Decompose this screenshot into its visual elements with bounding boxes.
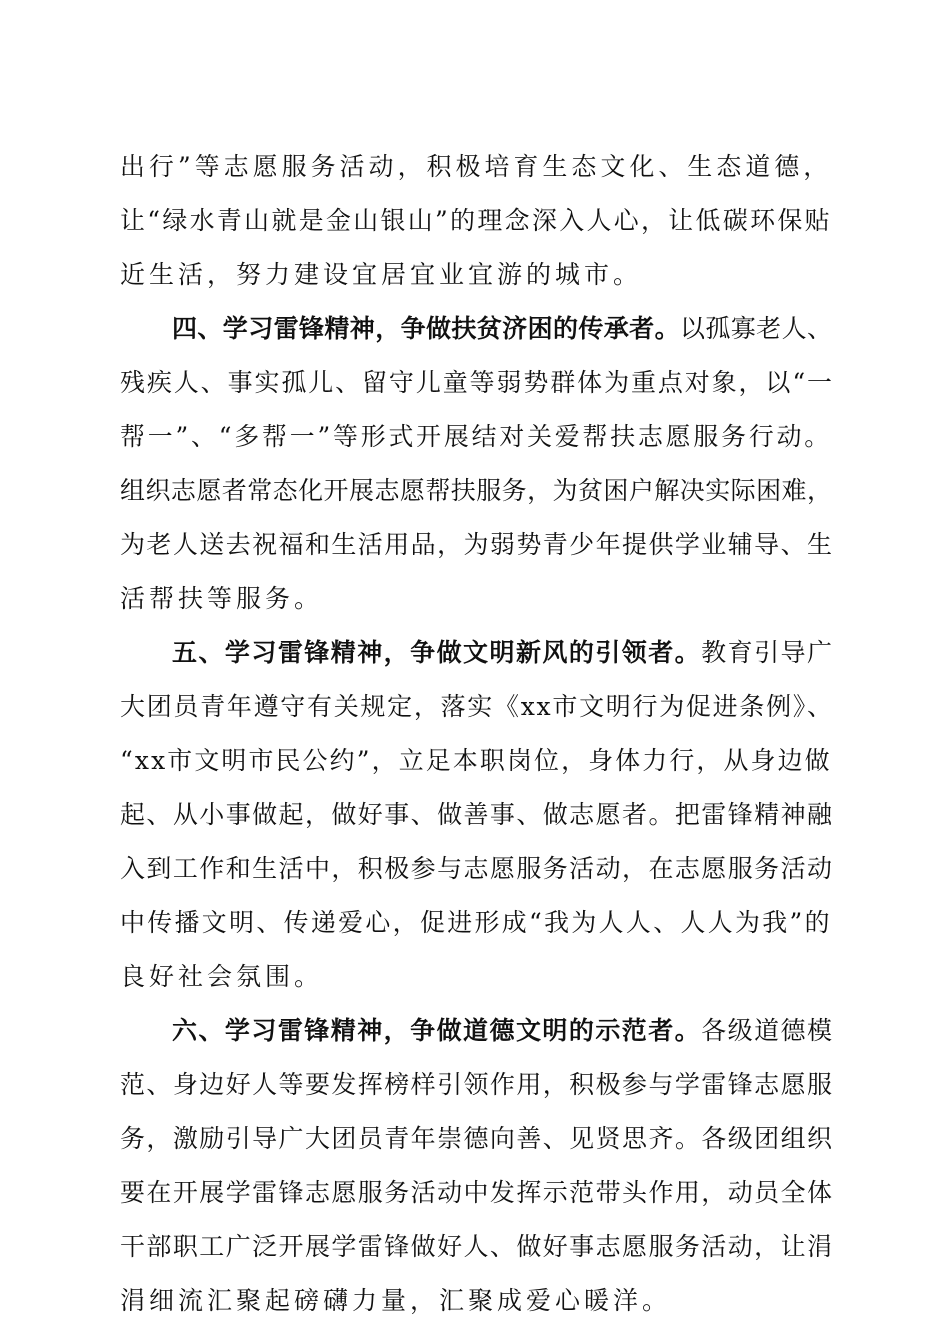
text-line	[120, 464, 832, 518]
text-line	[120, 518, 832, 572]
text-line	[120, 788, 832, 842]
body-text: 范、身边好人等要发挥榜样引领作用，积极参与学雷锋志愿服	[120, 1070, 834, 1099]
body-text: 教育引导广	[701, 638, 834, 667]
body-text: 起、从小事做起，做好事、做善事、做志愿者。把雷锋精神融	[120, 800, 834, 829]
text-line	[120, 572, 832, 626]
body-text: 近生活，努力建设宜居宜业宜游的城市。	[120, 260, 643, 289]
text-line	[120, 680, 832, 734]
body-text: 大团员青年遵守有关规定，落实《xx市文明行为促进条例》、	[120, 692, 834, 721]
paragraph	[120, 302, 832, 626]
section-heading: 四、学习雷锋精神，争做扶贫济困的传承者。	[172, 314, 680, 343]
section-heading: 六、学习雷锋精神，争做道德文明的示范者。	[172, 1016, 702, 1045]
body-text: 务，激励引导广大团员青年崇德向善、见贤思齐。各级团组织	[120, 1124, 834, 1153]
body-text: 要在开展学雷锋志愿服务活动中发挥示范带头作用，动员全体	[120, 1178, 834, 1207]
body-text: 各级道德模	[701, 1016, 834, 1045]
text-line	[120, 410, 832, 464]
paragraph	[120, 1004, 832, 1328]
body-text: 活帮扶等服务。	[120, 584, 324, 613]
paragraph	[120, 626, 832, 1004]
document-page	[120, 140, 832, 1328]
body-text: 中传播文明、传递爱心，促进形成“我为人人、人人为我”的	[120, 908, 832, 937]
text-line	[120, 626, 832, 680]
text-line	[120, 1058, 832, 1112]
body-text: 帮一”、“多帮一”等形式开展结对关爱帮扶志愿服务行动。	[120, 422, 833, 451]
body-text: “xx市文明市民公约”，立足本职岗位，身体力行，从身边做	[120, 746, 832, 775]
text-line	[120, 1166, 832, 1220]
text-line	[120, 248, 832, 302]
body-text: 以孤寡老人、	[679, 314, 833, 343]
body-text: 入到工作和生活中，积极参与志愿服务活动，在志愿服务活动	[120, 854, 834, 883]
text-line	[120, 734, 832, 788]
text-line	[120, 1220, 832, 1274]
text-line	[120, 302, 832, 356]
body-text: 组织志愿者常态化开展志愿帮扶服务，为贫困户解决实际困难，	[120, 476, 833, 505]
text-line	[120, 896, 832, 950]
text-line	[120, 842, 832, 896]
text-line	[120, 140, 832, 194]
paragraph	[120, 140, 832, 302]
body-text: 让“绿水青山就是金山银山”的理念深入人心，让低碳环保贴	[120, 206, 832, 235]
body-text: 干部职工广泛开展学雷锋做好人、做好事志愿服务活动，让涓	[120, 1232, 834, 1261]
body-text: 涓细流汇聚起磅礴力量，汇聚成爱心暖洋。	[120, 1286, 672, 1315]
body-text: 出行”等志愿服务活动，积极培育生态文化、生态道德，	[120, 152, 833, 181]
section-heading: 五、学习雷锋精神，争做文明新风的引领者。	[172, 638, 702, 667]
body-text: 良好社会氛围。	[120, 962, 324, 991]
text-line	[120, 1274, 832, 1328]
text-line	[120, 194, 832, 248]
text-line	[120, 950, 832, 1004]
body-text: 残疾人、事实孤儿、留守儿童等弱势群体为重点对象，以“一	[120, 368, 834, 397]
body-text: 为老人送去祝福和生活用品，为弱势青少年提供学业辅导、生	[120, 530, 834, 559]
text-line	[120, 356, 832, 410]
text-line	[120, 1112, 832, 1166]
text-line	[120, 1004, 832, 1058]
